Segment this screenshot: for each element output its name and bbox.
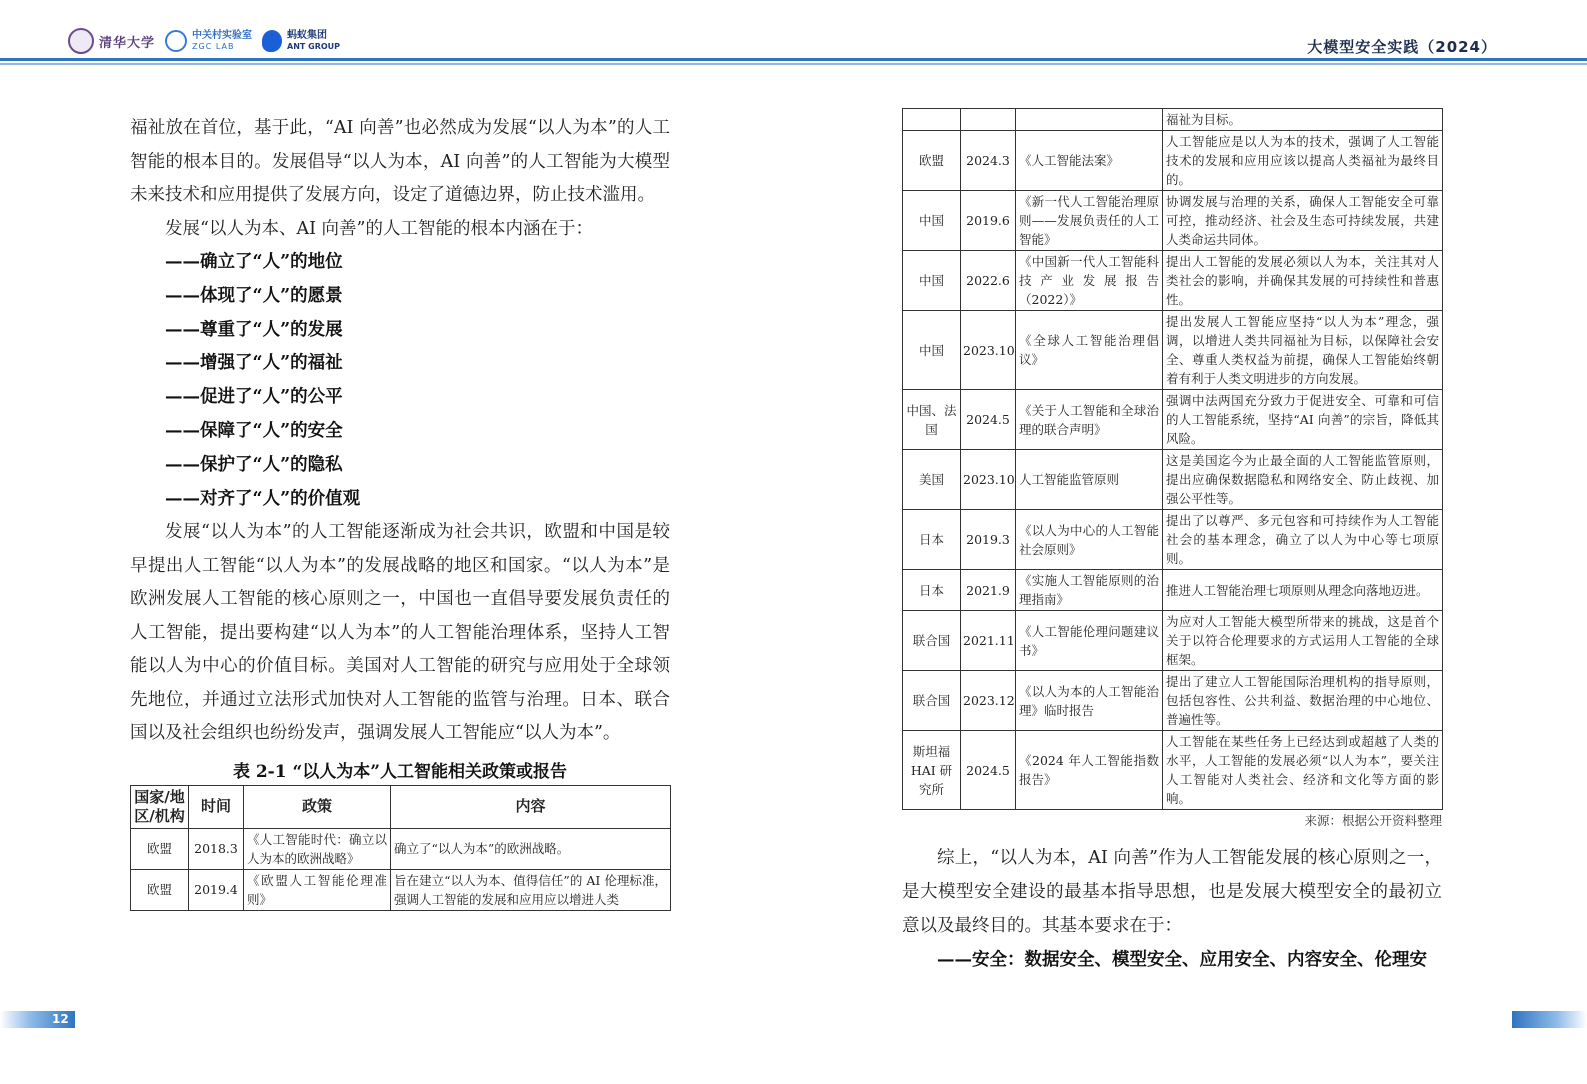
region-cell: 斯坦福 HAI 研究所 bbox=[903, 731, 961, 810]
list-item: ——尊重了“人”的发展 bbox=[165, 319, 343, 340]
date-cell: 2023.12 bbox=[961, 671, 1016, 731]
column-header: 国家/地区/机构 bbox=[131, 785, 189, 828]
date-cell: 2019.6 bbox=[961, 191, 1016, 251]
table-row bbox=[903, 390, 1443, 450]
table-row bbox=[903, 450, 1443, 510]
table-row bbox=[903, 671, 1443, 731]
content-cell: 旨在建立“以人为本、值得信任”的 AI 伦理标准，强调人工智能的发展和应用应以增进人类 bbox=[391, 869, 671, 910]
list-item: ——保护了“人”的隐私 bbox=[165, 454, 343, 475]
policy-cell: 《中国新一代人工智能科技产业发展报告（2022）》 bbox=[1016, 251, 1163, 311]
header-divider-light bbox=[0, 63, 1587, 65]
page-number-left: 12 bbox=[52, 1012, 69, 1026]
region-cell: 美国 bbox=[903, 450, 961, 510]
policy-cell: 《新一代人工智能治理原则——发展负责任的人工智能》 bbox=[1016, 191, 1163, 251]
policy-cell: 《关于人工智能和全球治理的联合声明》 bbox=[1016, 390, 1163, 450]
content-cell: 强调中法两国充分致力于促进安全、可靠和可信的人工智能系统，坚持“AI 向善”的宗旨，降低其风险。 bbox=[1163, 390, 1443, 450]
region-cell: 中国 bbox=[903, 311, 961, 390]
policy-cell: 《人工智能法案》 bbox=[1016, 131, 1163, 191]
list-item: ——安全：数据安全、模型安全、应用安全、内容安全、伦理安 bbox=[937, 950, 1427, 970]
policy-cell: 《2024 年人工智能指数报告》 bbox=[1016, 731, 1163, 810]
date-cell: 2024.5 bbox=[961, 390, 1016, 450]
region-cell: 欧盟 bbox=[131, 869, 189, 910]
paragraph: 福祉放在首位，基于此，“AI 向善”也必然成为发展“以人为本”的人工智能的根本目的。发展倡导“以人为本，AI 向善”的人工智能为大模型未来技术和应用提供了发展方向，设定了道德边界，防止技术滥用。 bbox=[130, 118, 670, 205]
date-cell: 2019.3 bbox=[961, 510, 1016, 570]
header-divider bbox=[0, 58, 1587, 61]
policy-cell: 《实施人工智能原则的治理指南》 bbox=[1016, 570, 1163, 611]
left-page bbox=[130, 112, 670, 911]
ant-group-name-en: ANT GROUP bbox=[287, 42, 341, 51]
date-cell: 2024.3 bbox=[961, 131, 1016, 191]
table-row bbox=[903, 611, 1443, 671]
table-row bbox=[903, 311, 1443, 390]
region-cell: 欧盟 bbox=[131, 828, 189, 869]
table-row bbox=[903, 510, 1443, 570]
content-cell: 为应对人工智能大模型所带来的挑战，这是首个关于以符合伦理要求的方式运用人工智能的全球框架。 bbox=[1163, 611, 1443, 671]
page-header bbox=[0, 0, 1587, 66]
dash-list bbox=[165, 246, 670, 516]
policy-cell: 《欧盟人工智能伦理准则》 bbox=[244, 869, 391, 910]
right-body-text bbox=[902, 841, 1442, 977]
ant-group-name: 蚂蚁集团 bbox=[287, 30, 328, 41]
date-cell: 2021.9 bbox=[961, 570, 1016, 611]
table-row bbox=[131, 828, 671, 869]
right-page bbox=[902, 108, 1442, 977]
table-header-row bbox=[131, 785, 671, 828]
table-row bbox=[903, 251, 1443, 311]
region-cell: 欧盟 bbox=[903, 131, 961, 191]
content-cell: 福祉为目标。 bbox=[1163, 109, 1443, 131]
column-header: 内容 bbox=[391, 785, 671, 828]
content-cell: 这是美国迄今为止最全面的人工智能监管原则，提出应确保数据隐私和网络安全、防止歧视、加强公平性等。 bbox=[1163, 450, 1443, 510]
content-cell: 提出发展人工智能应坚持“以人为本”理念，强调，以增进人类共同福祉为目标，以保障社会安全、尊重人类权益为前提，确保人工智能始终朝着有利于人类文明进步的方向发展。 bbox=[1163, 311, 1443, 390]
region-cell: 联合国 bbox=[903, 611, 961, 671]
policy-table bbox=[130, 785, 671, 911]
list-item: ——保障了“人”的安全 bbox=[165, 420, 343, 441]
region-cell: 联合国 bbox=[903, 671, 961, 731]
column-header: 时间 bbox=[189, 785, 244, 828]
region-cell bbox=[903, 109, 961, 131]
table-source-note: 来源：根据公开资料整理 bbox=[1304, 813, 1442, 828]
column-header: 政策 bbox=[244, 785, 391, 828]
content-cell: 人工智能在某些任务上已经达到或超越了人类的水平，人工智能的发展必须“以人为本”，要关注人工智能对人类社会、经济和文化等方面的影响。 bbox=[1163, 731, 1443, 810]
policy-cell: 《人工智能时代：确立以人为本的欧洲战略》 bbox=[244, 828, 391, 869]
policy-cell bbox=[1016, 109, 1163, 131]
header-title: 大模型安全实践（2024） bbox=[1307, 38, 1497, 56]
date-cell: 2018.3 bbox=[189, 828, 244, 869]
table-row bbox=[903, 109, 1443, 131]
date-cell: 2021.11 bbox=[961, 611, 1016, 671]
content-cell: 确立了“以人为本”的欧洲战略。 bbox=[391, 828, 671, 869]
tsinghua-logo-text: 清华大学 bbox=[99, 35, 156, 51]
list-item: ——增强了“人”的福祉 bbox=[165, 353, 343, 374]
date-cell: 2024.5 bbox=[961, 731, 1016, 810]
list-item: ——促进了“人”的公平 bbox=[165, 387, 343, 408]
date-cell: 2022.6 bbox=[961, 251, 1016, 311]
region-cell: 中国、法国 bbox=[903, 390, 961, 450]
table-row bbox=[131, 869, 671, 910]
page-number-right: 13 bbox=[1496, 1012, 1513, 1026]
zgc-lab-logo bbox=[165, 30, 252, 52]
date-cell bbox=[961, 109, 1016, 131]
zgc-lab-name-en: ZGC LAB bbox=[192, 42, 235, 51]
policy-cell: 人工智能监管原则 bbox=[1016, 450, 1163, 510]
policy-cell: 《以人为本的人工智能治理》临时报告 bbox=[1016, 671, 1163, 731]
region-cell: 日本 bbox=[903, 510, 961, 570]
logo-group bbox=[68, 26, 340, 56]
policy-cell: 《人工智能伦理问题建议书》 bbox=[1016, 611, 1163, 671]
table-row bbox=[903, 191, 1443, 251]
date-cell: 2019.4 bbox=[189, 869, 244, 910]
paragraph: 综上，“以人为本，AI 向善”作为人工智能发展的核心原则之一，是大模型安全建设的最基本指导思想，也是发展大模型安全的最初立意以及最终目的。其基本要求在于： bbox=[902, 848, 1442, 936]
zgc-lab-mark-icon bbox=[165, 30, 187, 52]
date-cell: 2023.10 bbox=[961, 311, 1016, 390]
region-cell: 中国 bbox=[903, 191, 961, 251]
policy-cell: 《全球人工智能治理倡议》 bbox=[1016, 311, 1163, 390]
paragraph: 发展“以人为本、AI 向善”的人工智能的根本内涵在于： bbox=[165, 218, 594, 239]
footer-bar-right bbox=[1512, 1011, 1587, 1028]
content-cell: 协调发展与治理的关系，确保人工智能安全可靠可控，推动经济、社会及生态可持续发展，共建人类命运共同体。 bbox=[1163, 191, 1443, 251]
list-item: ——对齐了“人”的价值观 bbox=[165, 488, 361, 509]
content-cell: 提出了建立人工智能国际治理机构的指导原则，包括包容性、公共利益、数据治理的中心地位、普遍性等。 bbox=[1163, 671, 1443, 731]
zgc-lab-name: 中关村实验室 bbox=[192, 30, 253, 41]
content-cell: 人工智能应是以人为本的技术，强调了人工智能技术的发展和应用应该以提高人类福祉为最终目的。 bbox=[1163, 131, 1443, 191]
ant-group-mark-icon bbox=[262, 30, 282, 52]
paragraph: 发展“以人为本”的人工智能逐渐成为社会共识，欧盟和中国是较早提出人工智能“以人为本”的发展战略的地区和国家。“以人为本”是欧洲发展人工智能的核心原则之一，中国也一直倡导要发展负责任的人工智能，提出要构建“以人为本”的人工智能治理体系，坚持人工智能以人为中心的价值目标。美国对人工智能的研究与应用处于全球领先地位，并通过立法形式加快对人工智能的监管与治理。日本、联合国以及社会组织也纷纷发声，强调发展人工智能应“以人为本”。 bbox=[130, 522, 670, 744]
region-cell: 日本 bbox=[903, 570, 961, 611]
table-row bbox=[903, 570, 1443, 611]
list-item: ——体现了“人”的愿景 bbox=[165, 285, 343, 306]
policy-table-continued bbox=[902, 108, 1443, 810]
ant-group-logo bbox=[262, 30, 340, 52]
content-cell: 提出人工智能的发展必须以人为本，关注其对人类社会的影响，并确保其发展的可持续性和普惠性。 bbox=[1163, 251, 1443, 311]
table-caption: 表 2-1 “以人为本”人工智能相关政策或报告 bbox=[232, 761, 568, 782]
policy-cell: 《以人为中心的人工智能社会原则》 bbox=[1016, 510, 1163, 570]
list-item: ——确立了“人”的地位 bbox=[165, 252, 343, 272]
tsinghua-seal-icon bbox=[68, 28, 94, 54]
region-cell: 中国 bbox=[903, 251, 961, 311]
table-row bbox=[903, 731, 1443, 810]
table-row bbox=[903, 131, 1443, 191]
content-cell: 提出了以尊严、多元包容和可持续作为人工智能社会的基本理念，确立了以人为中心等七项原则。 bbox=[1163, 510, 1443, 570]
content-cell: 推进人工智能治理七项原则从理念向落地迈进。 bbox=[1163, 570, 1443, 611]
date-cell: 2023.10 bbox=[961, 450, 1016, 510]
tsinghua-logo bbox=[68, 28, 155, 54]
